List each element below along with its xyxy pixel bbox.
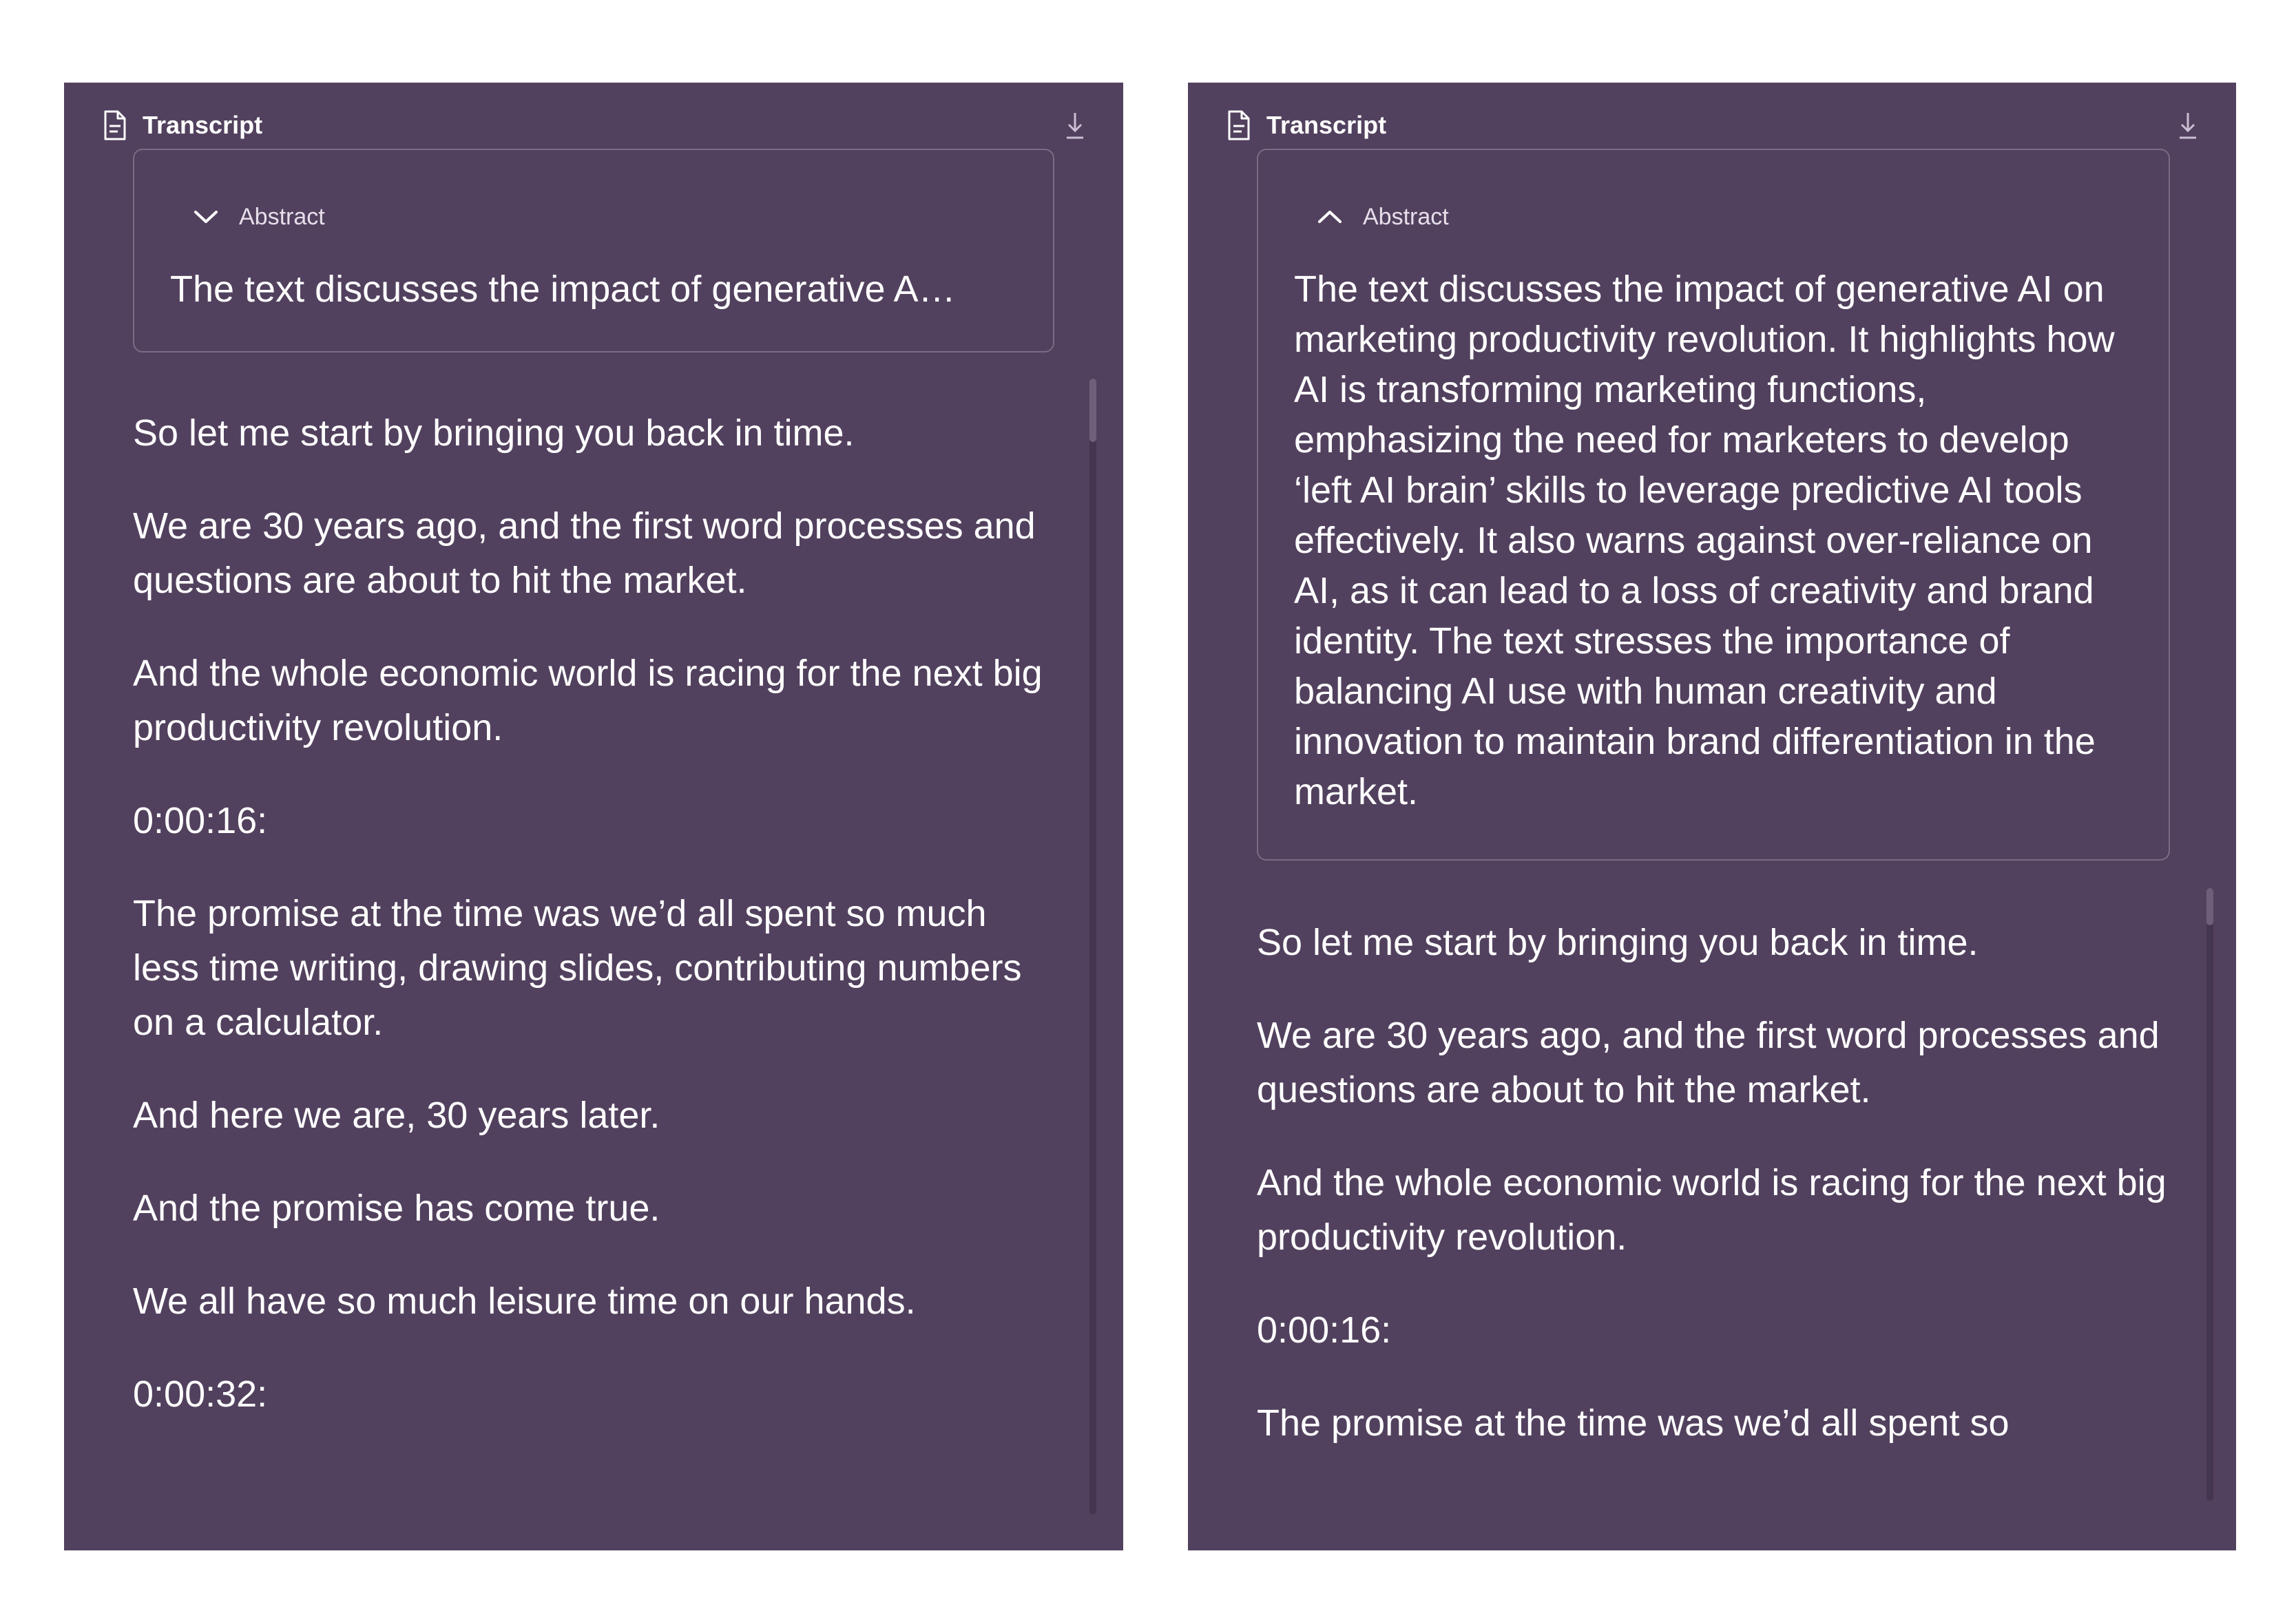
transcript-body[interactable] (1257, 916, 2167, 1509)
scrollbar-thumb[interactable] (2206, 888, 2213, 925)
transcript-line: And the whole economic world is racing for the next big productivity revolution. (133, 653, 1043, 748)
transcript-line: The promise at the time was we’d all spent so (1257, 1402, 2010, 1444)
transcript-timestamp: 0:00:16: (1257, 1309, 1392, 1351)
transcript-line: The promise at the time was we’d all spent so much less time writing, drawing slides, contributing numbers on a calculator. (133, 893, 1022, 1043)
document-icon (1225, 110, 1253, 140)
transcript-line: We are 30 years ago, and the first word processes and questions are about to hit the market. (1257, 1015, 2160, 1110)
transcript-line: We all have so much leisure time on our hands. (133, 1281, 916, 1322)
document-icon (101, 110, 129, 140)
scrollbar[interactable] (2206, 888, 2213, 1501)
transcript-line: And here we are, 30 years later. (133, 1095, 660, 1136)
panel-title: Transcript (143, 111, 263, 139)
chevron-down-icon (192, 207, 220, 227)
download-icon[interactable] (1064, 110, 1086, 140)
panel-header (101, 101, 1086, 149)
abstract-label: Abstract (239, 203, 325, 230)
transcript-panel-right (1188, 83, 2236, 1550)
transcript-timestamp: 0:00:16: (133, 800, 268, 841)
download-icon[interactable] (2177, 110, 2199, 140)
abstract-text: The text discusses the impact of generative A… (170, 268, 956, 310)
transcript-panel-left (64, 83, 1123, 1550)
abstract-text: The text discusses the impact of generative AI on marketing productivity revolution. It highlights how AI is transforming marketing functions, emphasizing the need for marketers to develop ‘left AI brain’ skills to leverage predictive AI tools effectively. It also warns against over-reliance on AI, as it can lead to a loss of creativity and brand identity. The text stresses the importance of balancing AI use with human creativity and innovation to maintain brand differentiation in the market. (1294, 268, 2115, 812)
transcript-body[interactable] (133, 406, 1054, 1509)
abstract-card (1257, 149, 2170, 861)
abstract-toggle[interactable] (192, 200, 325, 234)
panel-header (1225, 101, 2199, 149)
scrollbar-thumb[interactable] (1089, 379, 1096, 442)
transcript-line: And the whole economic world is racing for the next big productivity revolution. (1257, 1162, 2167, 1258)
abstract-label: Abstract (1363, 203, 1449, 230)
abstract-card (133, 149, 1054, 352)
scrollbar[interactable] (1089, 379, 1096, 1515)
transcript-line: So let me start by bringing you back in time. (133, 412, 855, 454)
abstract-toggle[interactable] (1316, 200, 1449, 234)
transcript-timestamp: 0:00:32: (133, 1373, 268, 1415)
chevron-up-icon (1316, 207, 1344, 227)
panel-title: Transcript (1266, 111, 1387, 139)
transcript-line: And the promise has come true. (133, 1188, 660, 1229)
transcript-line: We are 30 years ago, and the first word processes and questions are about to hit the market. (133, 505, 1036, 601)
transcript-line: So let me start by bringing you back in time. (1257, 922, 1979, 963)
